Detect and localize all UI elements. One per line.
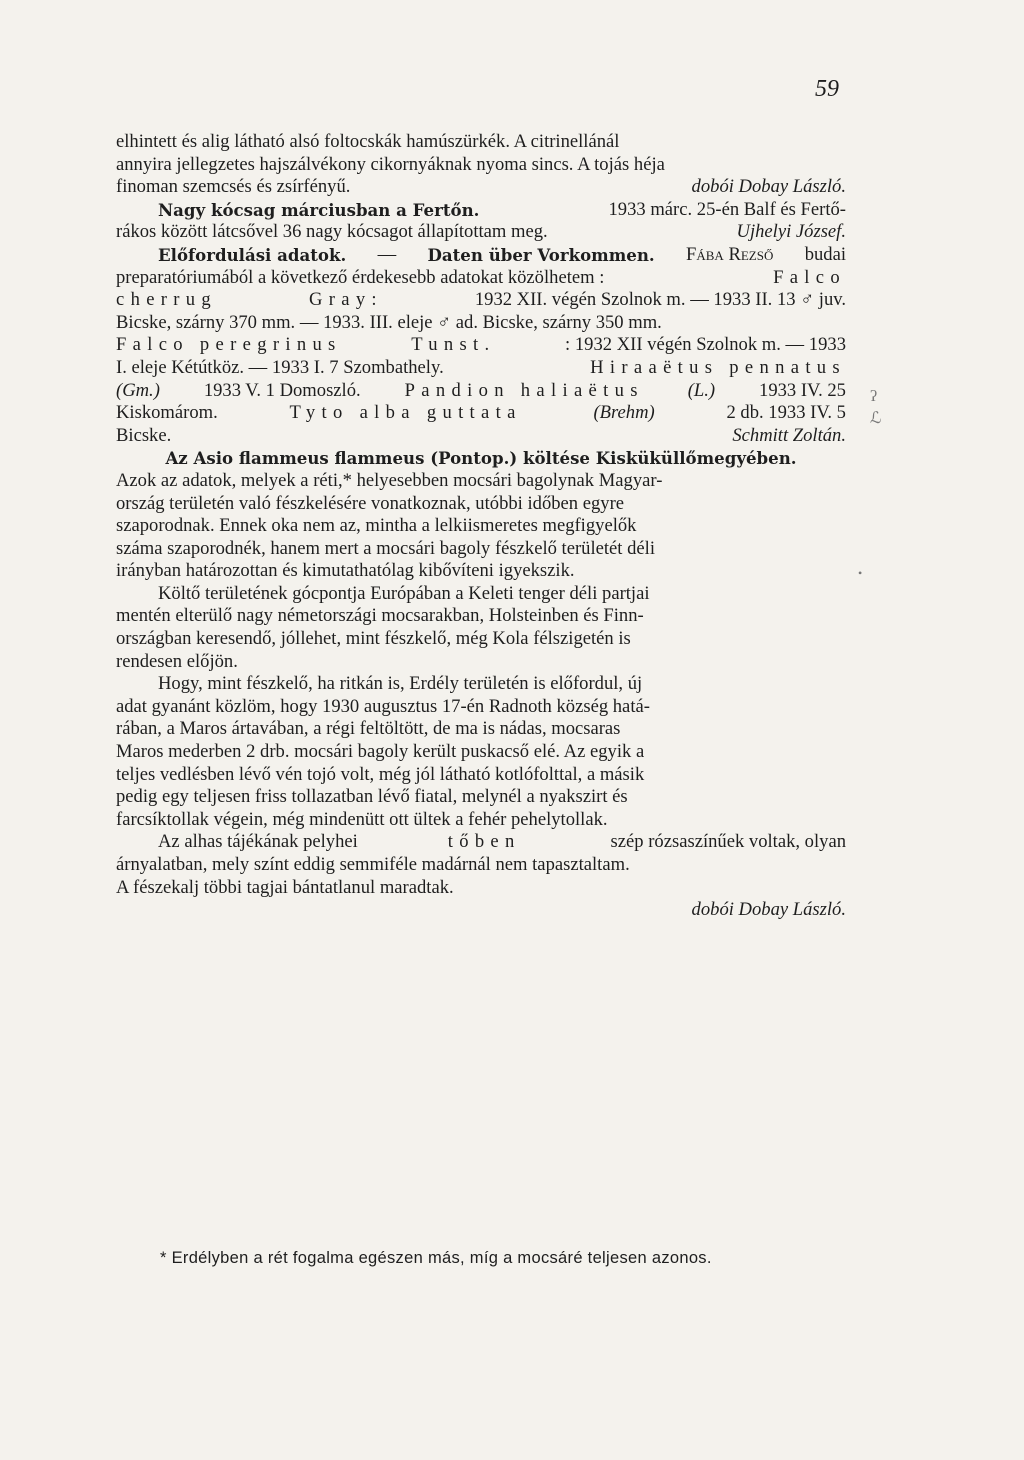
- text-line: [116, 718, 846, 741]
- line-text: I. eleje Kétútköz. — 1933 I. 7 Szombathely.: [116, 356, 444, 378]
- line-text: száma szaporodnék, hanem mert a mocsári bagoly fészkelő területét déli: [116, 537, 656, 559]
- text-line: [116, 154, 846, 177]
- section-title: Nagy kócsag márciusban a Fertőn.: [158, 199, 480, 220]
- text-line: [116, 493, 846, 516]
- page-number: 59: [815, 76, 839, 102]
- line-text: árnyalatban, mely színt eddig semmiféle madárnál nem tapasztaltam.: [116, 854, 630, 875]
- line-text: adat gyanánt közlöm, hogy 1930 augusztus 17-én Radnoth község hatá-: [116, 695, 650, 717]
- line-text: Az alhas tájékának pelyhei: [158, 831, 358, 853]
- section-title: Előfordulási adatok.: [158, 244, 347, 265]
- species-name: cherrug: [116, 289, 218, 311]
- line-text: annyira jellegzetes hajszálvékony cikornyáknak nyoma sincs. A tojás héja: [116, 153, 665, 175]
- section-subtitle: Daten über Vorkommen.: [427, 244, 655, 265]
- text-line: [116, 402, 846, 425]
- species-name: Falco: [773, 266, 846, 288]
- text-line: [116, 673, 846, 696]
- line-text: Maros mederben 2 drb. mocsári bagoly került puskacső elé. Az egyik a: [116, 741, 645, 763]
- line-text: irányban határozottan és kimutathatólag kibővíteni igyekszik.: [116, 560, 575, 582]
- text-line: [116, 244, 846, 267]
- text-line: [116, 221, 846, 244]
- author-signature: dobói Dobay László.: [691, 899, 846, 921]
- text-line: [116, 199, 846, 222]
- margin-pencil-mark: ʔ: [870, 388, 878, 405]
- text-line: [116, 538, 846, 561]
- line-text: 1933 V. 1 Domoszló.: [203, 379, 361, 401]
- text-line: [116, 877, 846, 900]
- text-line: [116, 831, 846, 854]
- line-text: Hogy, mint fészkelő, ha ritkán is, Erdély területén is előfordul, új: [158, 673, 643, 695]
- line-text: preparatóriumából a következő érdekesebb adatokat közölhetem :: [116, 266, 605, 288]
- line-text: teljes vedlésben lévő vén tojó volt, még jól látható kotlófolttal, a másik: [116, 763, 645, 785]
- species-name: Hiraaëtus pennatus: [590, 356, 846, 378]
- line-text: Kiskomárom.: [116, 402, 218, 424]
- text-line: [116, 764, 846, 787]
- line-text: Bicske.: [116, 424, 172, 446]
- margin-pencil-mark: ℒ: [870, 410, 882, 427]
- line-text: A fészekalj többi tagjai bántatlanul maradtak.: [116, 876, 454, 898]
- species-name: Tyto alba guttata: [289, 402, 522, 424]
- species-author: (L.): [687, 379, 716, 401]
- text-line: [116, 425, 846, 448]
- text-line: [116, 696, 846, 719]
- line-text: ország területén való fészkelésére vonatkoznak, utóbbi időben egyre: [116, 492, 625, 514]
- text-line: [116, 131, 846, 154]
- text-line: [116, 289, 846, 312]
- dash: —: [377, 243, 397, 265]
- text-line: [116, 741, 846, 764]
- line-text: szép rózsaszínűek voltak, olyan: [610, 831, 846, 853]
- text-line: [116, 515, 846, 538]
- line-text: szaporodnak. Ennek oka nem az, mintha a lelkiismeretes megfigyelők: [116, 515, 637, 537]
- text-line: [116, 899, 846, 922]
- text-line: [116, 809, 846, 832]
- text-line: [116, 312, 846, 335]
- species-name: Pandion haliaëtus: [404, 379, 644, 401]
- line-text: Költő területének gócpontja Európában a Keleti tenger déli partjai: [158, 582, 650, 604]
- species-name: Falco peregrinus: [116, 334, 342, 356]
- line-text: 2 db. 1933 IV. 5: [726, 402, 846, 424]
- line-text: 1933 IV. 25: [759, 379, 846, 401]
- author-signature: Ujhelyi József.: [736, 221, 846, 243]
- line-text: Azok az adatok, melyek a réti,* helyesebben mocsári bagolynak Magyar-: [116, 469, 663, 491]
- line-text: mentén elterülő nagy németországi mocsarakban, Holsteinben és Finn-: [116, 605, 644, 627]
- line-text: budai: [804, 243, 846, 265]
- text-line: [116, 380, 846, 403]
- species-author: Tunst.: [411, 334, 496, 356]
- author-signature: dobói Dobay László.: [691, 176, 846, 198]
- line-text: rendesen előjön.: [116, 650, 238, 672]
- author-signature: Schmitt Zoltán.: [732, 424, 846, 446]
- line-text: 1933 márc. 25-én Balf és Fertő-: [608, 198, 846, 220]
- text-line: [116, 470, 846, 493]
- species-author: Gray:: [308, 289, 383, 311]
- article-title: Az Asio flammeus flammeus (Pontop.) költése Kisküküllőmegyében.: [165, 448, 797, 469]
- line-text: elhintett és alig látható alsó foltocskák hamúszürkék. A citrinellánál: [116, 131, 620, 152]
- text-line: [116, 786, 846, 809]
- footnote: * Erdélyben a rét fogalma egészen más, míg a mocsáré teljesen azonos.: [160, 1249, 712, 1267]
- text-line: [116, 854, 846, 877]
- text-line: [116, 628, 846, 651]
- text-line: [116, 357, 846, 380]
- collector-name: Fába Rezső: [686, 243, 774, 265]
- line-text: Bicske, szárny 370 mm. — 1933. III. eleje ♂ ad. Bicske, szárny 350 mm.: [116, 311, 662, 333]
- species-author: (Brehm): [593, 402, 655, 424]
- line-text: rákos között látcsővel 36 nagy kócsagot állapítottam meg.: [116, 221, 548, 243]
- text-line: [116, 176, 846, 199]
- text-line: [116, 560, 846, 583]
- article-body: [116, 131, 846, 922]
- line-text: : 1932 XII végén Szolnok m. — 1933: [565, 334, 846, 356]
- line-text: 1932 XII. végén Szolnok m. — 1933 II. 13 ♂ juv.: [474, 289, 846, 311]
- text-line: [116, 605, 846, 628]
- text-line: [116, 334, 846, 357]
- margin-dot: •: [858, 566, 863, 580]
- text-line: [116, 583, 846, 606]
- text-line: [116, 267, 846, 290]
- line-text: finoman szemcsés és zsírfényű.: [116, 176, 351, 198]
- line-text: pedig egy teljesen friss tollazatban lévő fiatal, melynél a nyakszirt és: [116, 786, 628, 808]
- text-line: [116, 651, 846, 674]
- line-text: országban keresendő, jóllehet, mint fészkelő, még Kola félszigetén is: [116, 628, 631, 650]
- emphasis-text: tőben: [447, 831, 521, 853]
- article-title-line: [116, 447, 846, 470]
- line-text: rában, a Maros ártavában, a régi feltöltött, de ma is nádas, mocsaras: [116, 718, 621, 740]
- species-author: (Gm.): [116, 379, 160, 401]
- line-text: farcsíktollak végein, még mindenütt ott ültek a fehér pehelytollak.: [116, 808, 608, 830]
